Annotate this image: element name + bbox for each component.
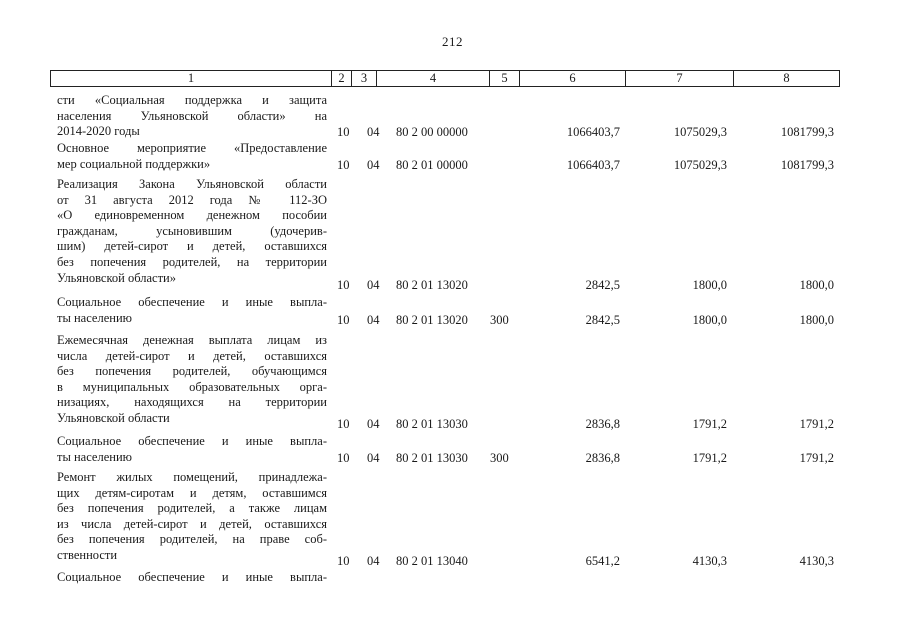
description-line: числа детей-сирот и детей, оставшихся bbox=[57, 348, 327, 363]
description-line: ты населению bbox=[57, 310, 132, 325]
amount-year-2: 1800,0 bbox=[692, 278, 727, 292]
subsection-code: 04 bbox=[367, 554, 380, 568]
description-line: из числа детей-сирот и детей, оставшихся bbox=[57, 516, 327, 531]
target-article-code: 80 2 01 13040 bbox=[396, 554, 468, 568]
description-line: «О единовременном денежном пособии bbox=[57, 208, 327, 223]
amount-year-1: 1066403,7 bbox=[566, 158, 620, 172]
description-line: низациях, находящихся на территории bbox=[57, 395, 327, 410]
description-line: в муниципальных образовательных орга- bbox=[57, 379, 327, 394]
section-code: 10 bbox=[337, 554, 350, 568]
section-code: 10 bbox=[337, 417, 350, 431]
header-col-1: 1 bbox=[51, 71, 332, 86]
subsection-code: 04 bbox=[367, 278, 380, 292]
target-article-code: 80 2 01 13030 bbox=[396, 417, 468, 431]
description-line: мер социальной поддержки» bbox=[57, 156, 211, 171]
target-article-code: 80 2 01 13020 bbox=[396, 278, 468, 292]
amount-year-2: 1791,2 bbox=[692, 417, 727, 431]
amount-year-2: 4130,3 bbox=[692, 554, 727, 568]
description-line: сти «Социальная поддержка и защита bbox=[57, 93, 327, 107]
header-col-4: 4 bbox=[377, 71, 490, 86]
header-col-3: 3 bbox=[352, 71, 377, 86]
subsection-code: 04 bbox=[367, 451, 380, 465]
description-line: ственности bbox=[57, 547, 118, 562]
description-line: Социальное обеспечение и иные выпла- bbox=[57, 434, 327, 448]
description-line: без попечения родителей, обучающимся bbox=[57, 364, 327, 379]
description-line: Реализация Закона Ульяновской области bbox=[57, 177, 327, 191]
row-description bbox=[57, 177, 327, 286]
description-line: Ульяновской области bbox=[57, 410, 170, 425]
table-row bbox=[0, 277, 905, 293]
row-description bbox=[57, 470, 327, 564]
row-description bbox=[57, 570, 327, 586]
row-description bbox=[57, 333, 327, 427]
description-line: Ремонт жилых помещений, принадлежа- bbox=[57, 470, 327, 484]
amount-year-1: 2842,5 bbox=[585, 278, 620, 292]
amount-year-1: 2836,8 bbox=[585, 451, 620, 465]
amount-year-1: 1066403,7 bbox=[566, 125, 620, 139]
expense-type-code: 300 bbox=[490, 313, 509, 327]
table-row bbox=[0, 450, 905, 466]
amount-year-1: 2836,8 bbox=[585, 417, 620, 431]
section-code: 10 bbox=[337, 451, 350, 465]
page-number: 212 bbox=[442, 34, 463, 49]
target-article-code: 80 2 00 00000 bbox=[396, 125, 468, 139]
section-code: 10 bbox=[337, 125, 350, 139]
amount-year-2: 1075029,3 bbox=[673, 125, 727, 139]
description-line: Социальное обеспечение и иные выпла- bbox=[57, 570, 327, 584]
description-line: ты населению bbox=[57, 449, 132, 464]
description-line: Социальное обеспечение и иные выпла- bbox=[57, 295, 327, 309]
header-col-7: 7 bbox=[626, 71, 734, 86]
amount-year-2: 1075029,3 bbox=[673, 158, 727, 172]
section-code: 10 bbox=[337, 158, 350, 172]
expense-type-code: 300 bbox=[490, 451, 509, 465]
table-header bbox=[50, 70, 840, 87]
header-col-2: 2 bbox=[332, 71, 352, 86]
header-col-8: 8 bbox=[783, 71, 790, 85]
description-line: без попечения родителей, на территории bbox=[57, 254, 327, 269]
description-line: 2014-2020 годы bbox=[57, 124, 140, 139]
amount-year-3: 4130,3 bbox=[799, 554, 834, 568]
table-row bbox=[0, 312, 905, 328]
table-row bbox=[0, 157, 905, 173]
amount-year-2: 1800,0 bbox=[692, 313, 727, 327]
description-line: щих детям-сиротам и детям, оставшимся bbox=[57, 485, 327, 500]
amount-year-1: 6541,2 bbox=[585, 554, 620, 568]
description-line: от 31 августа 2012 года № 112-ЗО bbox=[57, 192, 327, 207]
target-article-code: 80 2 01 13030 bbox=[396, 451, 468, 465]
description-line: без попечения родителей, а также лицам bbox=[57, 501, 327, 516]
target-article-code: 80 2 01 13020 bbox=[396, 313, 468, 327]
target-article-code: 80 2 01 00000 bbox=[396, 158, 468, 172]
amount-year-3: 1081799,3 bbox=[780, 125, 834, 139]
description-line: без попечения родителей, на праве соб- bbox=[57, 532, 327, 547]
subsection-code: 04 bbox=[367, 313, 380, 327]
subsection-code: 04 bbox=[367, 417, 380, 431]
description-line: Ульяновской области» bbox=[57, 270, 176, 285]
amount-year-3: 1800,0 bbox=[799, 278, 834, 292]
amount-year-2: 1791,2 bbox=[692, 451, 727, 465]
amount-year-3: 1791,2 bbox=[799, 417, 834, 431]
amount-year-1: 2842,5 bbox=[585, 313, 620, 327]
description-line: населения Ульяновской области» на bbox=[57, 108, 327, 123]
description-line: гражданам, усыновившим (удочерив- bbox=[57, 223, 327, 238]
amount-year-3: 1800,0 bbox=[799, 313, 834, 327]
table-row bbox=[0, 586, 905, 602]
subsection-code: 04 bbox=[367, 158, 380, 172]
description-line: Основное мероприятие «Предоставление bbox=[57, 141, 327, 155]
amount-year-3: 1791,2 bbox=[799, 451, 834, 465]
table-row bbox=[0, 416, 905, 432]
section-code: 10 bbox=[337, 278, 350, 292]
header-col-6: 6 bbox=[520, 71, 626, 86]
description-line: Ежемесячная денежная выплата лицам из bbox=[57, 333, 327, 347]
amount-year-3: 1081799,3 bbox=[780, 158, 834, 172]
subsection-code: 04 bbox=[367, 125, 380, 139]
section-code: 10 bbox=[337, 313, 350, 327]
description-line: шим) детей-сирот и детей, оставшихся bbox=[57, 239, 327, 254]
table-row bbox=[0, 124, 905, 140]
header-col-5: 5 bbox=[490, 71, 520, 86]
table-row bbox=[0, 553, 905, 569]
